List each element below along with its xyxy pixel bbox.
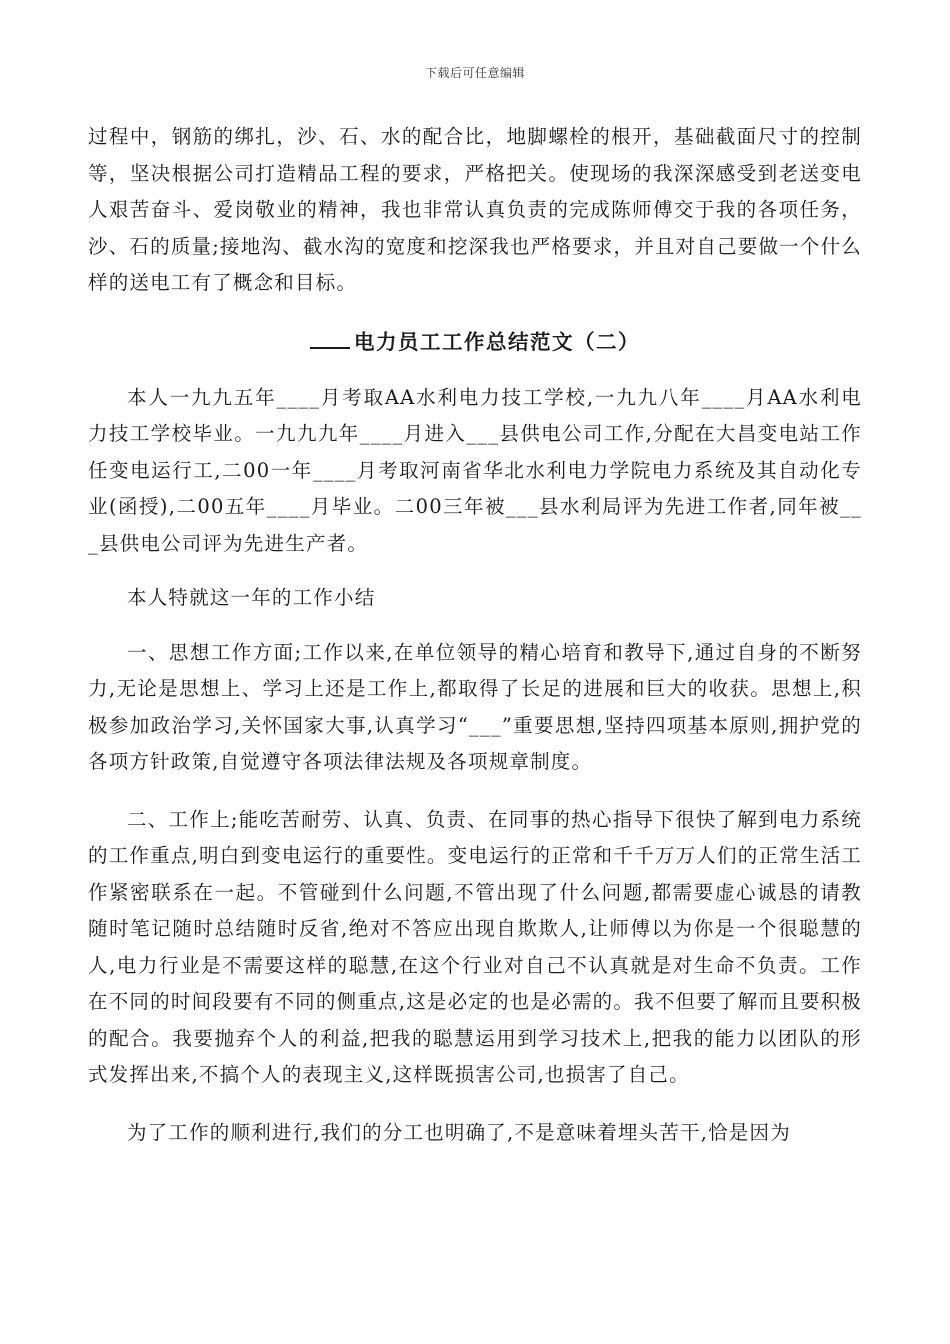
section-title-text: 电力员工工作总结范文（二） (354, 329, 640, 354)
section-title (88, 324, 862, 360)
title-blank-underline (310, 327, 350, 349)
paragraph-division: 为了工作的顺利进行,我们的分工也明确了,不是意味着埋头苦干,恰是因为 (127, 1120, 791, 1144)
paragraph-bio: 本人一九九五年____月考取AA水利电力技工学校,一九九八年____月AA水利电力技工学校毕业。一九九九年____月进入___县供电公司工作,分配在大昌变电站工作任变电运行工,二00一年____月考取河南省华北水利电力学院电力系统及其自动化专业(函授),二00五年____月毕业。二00三年被___县水利局评为先进工作者,同年被___县供电公司评为先进生产者。 (88, 385, 862, 555)
document-body (88, 119, 862, 1151)
paragraph-intro: 过程中，钢筋的绑扎，沙、石、水的配合比，地脚螺栓的根开，基础截面尺寸的控制等，坚决根据公司打造精品工程的要求，严格把关。使现场的我深深感受到老送变电人艰苦奋斗、爱岗敬业的精神，我也非常认真负责的完成陈师傅交于我的各项任务，沙、石的质量;接地沟、截水沟的宽度和挖深我也严格要求，并且对自己要做一个什么样的送电工有了概念和目标。 (88, 125, 862, 294)
paragraph-summary-intro: 本人特就这一年的工作小结 (127, 586, 376, 609)
paragraph-thought: 一、思想工作方面;工作以来,在单位领导的精心培育和教导下,通过自身的不断努力,无论是思想上、学习上还是工作上,都取得了长足的进展和巨大的收获。思想上,积极参加政治学习,关怀国家大事,认真学习“___”重要思想,坚持四项基本原则,拥护党的各项方针政策,自觉遵守各项法律法规及各项规章制度。 (88, 640, 862, 773)
page-header-note: 下载后可任意编辑 (424, 66, 525, 80)
paragraph-work: 二、工作上;能吃苦耐劳、认真、负责、在同事的热心指导下很快了解到电力系统的工作重点,明白到变电运行的重要性。变电运行的正常和千千万万人们的正常生活工作紧密联系在一起。不管碰到什么问题,不管出现了什么问题,都需要虚心诚恳的请教随时笔记随时总结随时反省,绝对不答应出现自欺欺人,让师傅以为你是一个很聪慧的人,电力行业是不需要这样的聪慧,在这个行业对自己不认真就是对生命不负责。工作在不同的时间段要有不同的侧重点,这是必定的也是必需的。我不但要了解而且要积极的配合。我要抛弃个人的利益,把我的聪慧运用到学习技术上,把我的能力以团队的形式发挥出来,不搞个人的表现主义,这样既损害公司,也损害了自己。 (88, 807, 862, 1086)
